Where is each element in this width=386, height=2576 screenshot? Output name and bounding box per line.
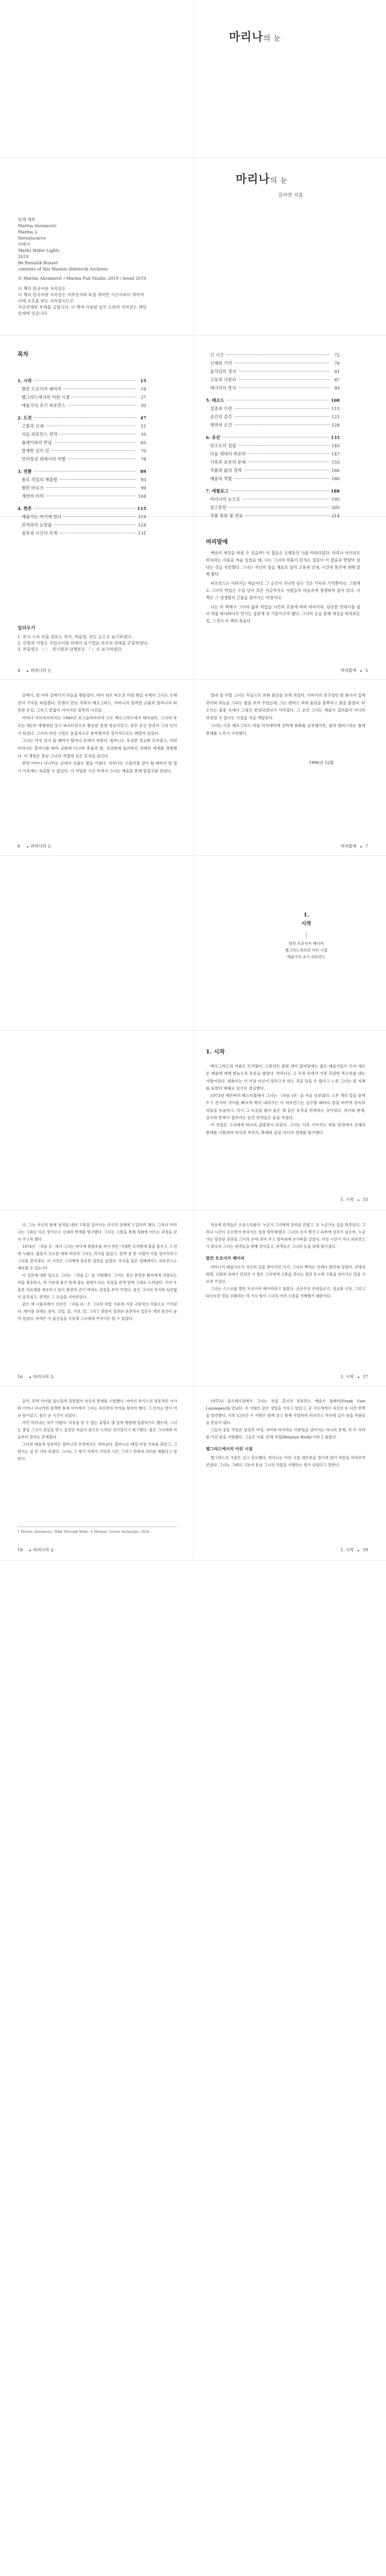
- toc-entry: [206, 442, 340, 450]
- page-footer-left: 6 마리나의 눈: [17, 844, 52, 849]
- toc-leader: [63, 388, 136, 389]
- paragraph: 예술이 세상을 바꿀 수 있을까? 이 물음은 오랫동안 나를 따라다녔다. 마리나 아브라모비치라는 이름을 처음 들었을 때, 나는 그녀의 작품이 던지는 질문이 이 물음과 맞닿아 있다는 것을 직감했다. 그녀는 자신의 몸을 재료로 삼아 고통과 인내, 시간과 현존에 대해 말해 왔다.: [206, 551, 360, 577]
- toc-page-number: 78: [141, 456, 146, 462]
- spread-preface: [0, 517, 386, 679]
- author-name: 김아연 지음: [278, 193, 303, 198]
- chapter-heading: 1. 시작: [206, 1048, 225, 1055]
- page-footer-left: 4 마리나의 눈: [17, 668, 52, 673]
- copyright-line: © Marina Abramović / Marina Pub Studio, 2019 / Seoul 2019: [18, 276, 146, 281]
- toc-entry: [206, 495, 340, 503]
- toc-entry: [17, 401, 146, 410]
- toc-entry: [206, 474, 340, 483]
- toc-entry-title: 집중과 수련: [210, 406, 232, 411]
- paragraph: 다. 그는 자신의 몸에 상처를 내며 고통을 넘어서는 의식의 상태에 도달하려 했다. 그러나 마리나는 그와는 다른 방식으로 신체의 한계를 탐구했다. 그녀는 고통을 통해 정화에 이르는 과정을 보여 주고자 했다.: [17, 1223, 177, 1242]
- toc-entry: [206, 376, 340, 384]
- toc-entry-title: 5. 메소드: [206, 398, 224, 403]
- toc-page-number: 47: [140, 415, 146, 420]
- page-divider: [0, 1560, 386, 1561]
- toc-label: 목차: [17, 351, 29, 358]
- toc-entry: [206, 503, 340, 512]
- toc-entry: [17, 430, 146, 438]
- toc-entry-title: 다음 세대의 퍼포머: [210, 451, 246, 456]
- toc-page-number: 124: [138, 522, 146, 528]
- preface-heading: 머리말에: [206, 538, 228, 545]
- paragraph: 퍼포먼스는 사라지는 예술이다. 그 순간이 지나면 남는 것은 기록과 기억뿐이다. 그럼에도 그녀의 작업은 수십 년이 흐른 지금까지도 사람들의 마음속에 생생하게 살아 있다. 이 책은 그 생생함의 근원을 찾아가는 여정이다.: [206, 581, 360, 600]
- spread-title-page: [0, 158, 386, 335]
- toc-entry-title: 기록과 보존의 문제: [210, 460, 246, 465]
- notice-line: 이 책의 한국어판 저작권은 저작권자와 독점 계약한 지은이와의 계약에 의해 보호를 받는 저작물이므로: [18, 293, 144, 303]
- toc-page-number: 188: [330, 488, 340, 494]
- toc-entry: [17, 447, 146, 455]
- toc-page-number: 133: [330, 435, 340, 440]
- footnote: 1 Marina Abramović, Walk Through Walls: A Memoir, Crown Archetype, 2016.: [17, 1527, 177, 1534]
- toc-entry: [17, 492, 146, 500]
- colophon-line: Marks Wider Lights: [18, 248, 60, 253]
- toc-leader: [238, 379, 329, 380]
- colophon-line: 원제 제목: [18, 217, 36, 222]
- toc-right-list: [206, 351, 340, 520]
- toc-leader: [238, 387, 329, 388]
- paragraph: 그들의 공동 작업은 남성과 여성, 자아와 타자라는 이분법을 넘어서는 하나의 존재, 즉 두 머리를 가진 몸을 지향했다. 그들은 이를 '관계 작업(Relation Work)'이라고 불렀다.: [206, 1428, 365, 1439]
- toc-entry: [206, 384, 340, 392]
- paragraph: 그녀는 스스로를 발칸 트로이카 베이비라고 불렀다. 공산주의 이데올로기, 정교회 신앙, 그리고 파르티잔 영웅 신화라는 세 가지 힘이 그녀의 어린 시절을 지배했기 때문이다.: [206, 1286, 365, 1298]
- part-contents: [268, 933, 345, 960]
- toc-entry-title: 에너지의 방식: [210, 385, 236, 391]
- page-footer-right: 1. 시작 17: [340, 1375, 368, 1379]
- toc-entry-title: 벨그라드에서의 어린 시절: [22, 395, 70, 400]
- notice-line: 무단전재와 복제를 금합니다. 이 책에 사용된 일부 도판의 저작권은 해당 단체에 있습니다.: [18, 305, 147, 316]
- paragraph: 1975년 암스테르담에서 그녀는 독일 출신의 퍼포먼스 예술가 울레이(Frank Uwe Laysiepen)를 만났다. 두 사람은 같은 생일을 가지고 있었고, 곧 서로에게서 자신의 또 다른 반쪽을 발견했다. 이후 12년간 두 사람은 함께 살고 함께 작업하며 퍼포먼스 역사에 길이 남을 작품들을 만들어 냈다.: [206, 1399, 365, 1425]
- spread-half-title: [0, 0, 386, 157]
- toc-page-number: 87: [334, 377, 340, 382]
- notes-block: [17, 625, 172, 653]
- toc-entry: [206, 450, 340, 458]
- toc-leader: [234, 416, 329, 417]
- toc-page-number: 131: [138, 531, 146, 536]
- title-page-title: 마리나의 눈: [236, 173, 288, 186]
- note-line: 1. 본서 수록 작품 정보는 작가, 작품명, 연도 순으로 표기하였다.: [17, 635, 133, 639]
- paragraph: 1974년 〈리듬 5〉에서 그녀는 바닥에 휘발유를 부어 만든 거대한 오각별에 불을 붙이고 그 안에 누웠다. 불꽃이 산소를 태워 버리자 그녀는 의식을 잃었고, 관객 중 한 사람이 이를 알아차리고 그녀를 끌어냈다. 이 사건은 그녀에게 중요한 질문을 남겼다. 의식을 잃은 상태에서도 퍼포먼스는 계속될 수 있는가?: [17, 1244, 177, 1270]
- toc-page-number: 104: [138, 494, 146, 499]
- spread-preface-continued: [0, 680, 386, 855]
- text-left: [17, 1398, 177, 1463]
- toc-page-number: 119: [138, 514, 146, 519]
- toc-entry-title: 솔로 작업의 재출발: [22, 477, 58, 482]
- toc-entry-title: 고독과 나란히: [210, 377, 236, 382]
- toc-entry-title: 2. 도전: [17, 415, 32, 420]
- toc-entry-title: 7. 에필로그: [206, 488, 229, 494]
- toc-entry-title: 예술가의 초기 퍼포먼스: [22, 403, 66, 408]
- colophon-line: 2019: [18, 255, 29, 259]
- toc-page-number: 147: [331, 451, 340, 456]
- toc-page-number: 121: [331, 414, 340, 419]
- toc-entry: [17, 476, 146, 484]
- colophon-line: Be Rematik Buxaet: [18, 261, 58, 265]
- toc-entry-title: 관객과의 눈맞춤: [22, 522, 52, 528]
- toc-entry-title: 예술가는 여기에 있다: [22, 514, 62, 519]
- text-right: [206, 692, 365, 737]
- page-footer-left: 18 마리나의 눈: [17, 1548, 55, 1552]
- toc-page-number: 35: [141, 403, 146, 408]
- toc-chapter-entry: [206, 433, 340, 442]
- note-line: 3. 작품명은 〈 〉, 전시명과 단행본은 『 』로 표기하였다.: [17, 647, 123, 652]
- toc-leader: [234, 478, 329, 479]
- toc-entry: [206, 367, 340, 376]
- toc-page-number: 19: [141, 386, 146, 392]
- toc-entry: [206, 413, 340, 421]
- toc-entry-title: 함께한 십이 년: [22, 448, 49, 453]
- toc-entry: [206, 458, 340, 466]
- toc-leader: [59, 479, 136, 480]
- toc-entry-title: 울레이와의 만남: [22, 440, 52, 445]
- spread-toc: [0, 335, 386, 536]
- part-name: 시작: [301, 921, 311, 927]
- page-footer-right: 머리말에 7: [340, 844, 368, 849]
- colophon-line: 의해서: [18, 242, 30, 247]
- spread-chapter-opening: [0, 1031, 386, 1210]
- part-item: 예술가의 초기 퍼포먼스: [287, 955, 326, 959]
- toc-entry: [17, 422, 146, 430]
- part-number: 1.: [303, 912, 309, 918]
- section-subheading: 발칸 트로이카 베이비: [206, 1256, 245, 1261]
- toc-leader: [226, 354, 329, 355]
- paragraph: 벨그라드의 겨울은 길고 혹독했다. 마리나는 어린 시절 대부분을 창가에 앉아 바깥을 바라보며 보냈다. 그녀는 그때의 고독이 훗날 그녀의 작업을 지탱하는 힘이 되었다고 말한다.: [206, 1455, 365, 1467]
- toc-entry-title: 마리나의 눈으로: [210, 497, 240, 502]
- toc-page-number: 180: [331, 476, 340, 481]
- toc-page-number: 27: [141, 395, 146, 400]
- toc-leader: [248, 453, 329, 454]
- toc-entry-title: 3. 전환: [17, 469, 32, 474]
- toc-page-number: 76: [334, 361, 340, 366]
- toc-entry-title: 4. 현존: [17, 506, 32, 511]
- spread-part-opener: [0, 856, 386, 1030]
- toc-leader: [54, 442, 136, 443]
- paragraph: 그녀는 이후 베오그라드 미술 아카데미에 진학해 회화를 공부했지만, 점차 캔버스라는 틀에 한계를 느끼기 시작했다.: [206, 723, 365, 736]
- toc-chapter-entry: [17, 377, 146, 385]
- toc-entry: [17, 393, 146, 401]
- toc-entry-title: 작품과 삶의 경계: [210, 468, 242, 473]
- text-right: [206, 1222, 365, 1300]
- toc-leader: [34, 417, 136, 418]
- toc-entry-title: 긴 시간: [210, 352, 224, 358]
- text-left: [17, 1222, 177, 1323]
- toc-chapter-entry: [17, 467, 146, 476]
- section-subheading: 벨그라드에서의 어린 시절: [206, 1446, 253, 1451]
- note-line: 2. 인명과 지명은 국립국어원 외래어 표기법을 따르되 관례를 존중하였다.: [17, 641, 149, 646]
- page-footer-left: 16 마리나의 눈: [17, 1375, 55, 1379]
- paragraph: 그녀는 여섯 살이 될 때까지 할머니 손에서 자랐다. 할머니는 독실한 정교회 신자였고, 어린 마리나는 할머니를 따라 교회에 다니며 촛불과 향, 성상화에 둘러싸인 의례의 세계를 경험했다. 이 경험은 훗날 그녀의 작업에 깊은 흔적을 남긴다.: [17, 738, 177, 758]
- paragraph: 열네 살 무렵 그녀는 처음으로 유화 물감을 손에 쥐었다. 아버지의 친구였던 한 화가가 집에 찾아와 하늘을 그리는 법을 보여 주었는데, 그는 캔버스 위에 물감을 흩뿌리고 불을 붙였다. 타오르는 불꽃 속에서 그림은 완성되었다가 사라졌다. 그 순간 그녀는 예술이 결과물이 아니라 과정일 수 있다는 사실을 처음 깨달았다.: [206, 693, 365, 721]
- toc-page-number: 205: [331, 505, 340, 510]
- toc-entry-title: 6. 유산: [206, 435, 220, 440]
- paragraph: 반면 어머니 다니카는 군대식 규율로 딸을 키웠다. 마리나는 스물아홉 살이 될 때까지 밤 열 시 이후에는 외출할 수 없었다. 이 억압된 시간 속에서 그녀는 예술을 통해 탈출구를 찾았다.: [17, 761, 177, 774]
- toc-leader: [51, 450, 136, 451]
- toc-entry: [206, 404, 340, 413]
- page-footer-right: 머리말에 5: [340, 668, 368, 673]
- toc-page-number: 195: [331, 497, 340, 502]
- toc-entry-title: 연구소의 설립: [210, 443, 236, 448]
- part-item: 벨그라드에서의 어린 시절: [285, 948, 328, 953]
- toc-chapter-entry: [206, 487, 340, 495]
- toc-page-number: 128: [331, 422, 340, 428]
- toc-entry-title: 움직임의 정지: [210, 369, 236, 374]
- toc-leader: [238, 445, 329, 446]
- toc-page-number: 51: [141, 423, 146, 429]
- toc-entry-title: 참고문헌: [210, 505, 227, 510]
- toc-chapter-entry: [17, 504, 146, 513]
- paragraph: 이 질문에 대한 답으로 그녀는 〈리듬 2〉를 기획했다. 그녀는 정신 분열증 환자에게 처방되는 약을 복용하고, 약 기운에 몸이 통제 불능 상태가 되는 과정을 관객 앞에 그대로 드러냈다. 이어 우울증 치료제를 복용하고 몸이 완전히 굳어 버리는 과정을 보여 주었다. 몸은 그녀의 의지와 상관없이 움직였고, 관객은 그 모습을 지켜보았다.: [17, 1273, 177, 1299]
- toc-entry-title: 발칸 바로크: [22, 485, 44, 490]
- toc-entry-title: 침묵과 시간의 무게: [22, 531, 58, 536]
- spread-chapter-text-b: [0, 1386, 386, 1560]
- toc-page-number: 214: [331, 513, 340, 518]
- toc-page-number: 99: [141, 485, 146, 490]
- paragraph: 마리나 아브라모비치는 1946년 유고슬라비아의 수도 베오그라드에서 태어났다. 그녀의 부모는 제2차 세계대전 당시 파르티잔으로 활동한 전쟁 영웅이었고, 전후 공산 정권의 고위 인사가 되었다. 그녀의 어린 시절은 물질적으로 풍족했지만 정서적으로는 메말라 있었다.: [17, 716, 177, 736]
- toc-page-number: 93: [141, 477, 146, 482]
- toc-entry-title: 작품 목록 및 연보: [210, 513, 243, 518]
- toc-leader: [34, 380, 136, 381]
- toc-entry-title: 신체와 기억: [210, 361, 232, 366]
- toc-page-number: 70: [141, 448, 146, 453]
- paragraph: 마리나가 예술가로서 자신의 길을 찾아가던 시기, 그녀의 뿌리는 언제나 발칸에 있었다. 전쟁과 혁명, 신화와 의례가 뒤엉킨 이 땅은 그녀에게 고통을 견디는 법과 동시에 고통을 넘어서는 법을 가르쳐 주었다.: [206, 1265, 365, 1284]
- chapter-body: [206, 1063, 365, 1137]
- toc-entry-title: 예술의 역할: [210, 476, 232, 481]
- toc-entry: [17, 484, 146, 492]
- paragraph: 처음에 관객들은 조심스러웠다. 누군가 그녀에게 장미를 건넸고, 또 누군가는 입을 맞추었다. 그러나 시간이 흐르면서 분위기는 점점 험악해졌다. 그녀의 옷이 찢기고 피부에 상처가 났으며, 누군가는 장전된 권총을 그녀의 손에 쥐여 주고 방아쇠에 손가락을 걸었다. 여섯 시간이 지나 퍼포먼스가 끝나자 그녀는 관객들을 향해 걸어갔고, 관객들은 그녀의 눈을 피해 흩어졌다.: [206, 1223, 365, 1249]
- paragraph: 갈매기, 한 마리 갈매기가 하늘을 맴돌았다. 바다 위로 떠오른 아침 햇살 속에서 그녀는 오래전의 기억을 떠올렸다. 전쟁이 끝난 직후의 베오그라드, 어머니의 엄격한 규율과 할머니의 따뜻한 손길, 그리고 끝없이 이어지던 침묵의 시간들.: [17, 693, 177, 713]
- paragraph: 나는 이 책에서 그녀의 삶과 작업을 시간의 흐름에 따라 따라가되, 단순한 연대기를 넘어 작품 하나하나가 던지는 질문에 귀 기울이고자 했다. 그녀의 눈을 통해 세상을 바라보는 일, 그것이 이 책의 목표다.: [206, 604, 360, 624]
- toc-entry-title: 리듬 퍼포먼스 연작: [22, 432, 58, 437]
- toc-entry: [206, 359, 340, 367]
- colophon-line: Seroutsource: [18, 236, 46, 241]
- toc-entry: [206, 466, 340, 474]
- toc-chapter-entry: [206, 396, 340, 404]
- toc-entry-title: 고통과 신체: [22, 423, 44, 429]
- toc-leader: [34, 508, 135, 509]
- preface-body: [206, 550, 360, 625]
- colophon-line: Marina Abramović: [18, 224, 57, 228]
- colophon-line: contents of this Waston Ablensvik Archives: [18, 267, 108, 272]
- toc-page-number: 93: [334, 385, 340, 391]
- toc-leader: [231, 490, 329, 491]
- paragraph: 베오그라드의 여름은 뜨거웠다. 스튜던트 문화 센터 앞마당에는 젊은 예술가들이 모여 새로운 예술에 대해 밤늦도록 토론을 벌였다. 마리나는 그 무리 속에서 가장 과감한 목소리를 내는 사람이었다. 회화로는 더 이상 자신이 말하고자 하는 것을 담을 수 없다고 느낀 그녀는 몸 자체를 표현의 매체로 삼기로 결심했다.: [206, 1064, 365, 1091]
- part-title: [286, 912, 327, 927]
- colophon-line: Marina 눈: [18, 230, 39, 234]
- toc-page-number: 81: [334, 369, 340, 374]
- preface-signature: 1996년 12월: [309, 760, 334, 765]
- toc-page-number: 72: [334, 352, 340, 358]
- paragraph: 그녀의 예술적 상상력은 할머니의 부엌에서도 자라났다. 할머니는 매일 아침 커피를 볶았고, 그 향기는 집 안 가득 퍼졌다. 그녀는 그 향기 속에서 기억과 시간, 그리고 반복의 의미를 배웠다고 말한다.: [17, 1442, 177, 1461]
- toc-entry: [17, 455, 146, 463]
- page-footer-right: 1. 시작 19: [340, 1548, 368, 1552]
- spread-chapter-text-a: [0, 1210, 386, 1386]
- toc-leader: [245, 515, 329, 516]
- paragraph: 어린 마리나는 자주 아팠다. 이유를 알 수 없는 출혈로 몇 달씩 병원에 입원하기도 했는데, 그녀는 훗날 그것이 관심을 받고 싶었던 마음이 몸으로 드러난 것이었다고 회고했다. 몸은 그녀에게 처음부터 말하는 존재였다.: [17, 1420, 177, 1439]
- book-title: 마리나의 눈: [229, 30, 282, 44]
- toc-page-number: 62: [141, 440, 146, 445]
- toc-page-number: 55: [141, 432, 146, 437]
- toc-entry-title: 1. 시작: [17, 378, 32, 383]
- paragraph: 같은 해 나폴리에서 선보인 〈리듬 0〉은 그녀의 작업 가운데 가장 극단적인 작품으로 기억된다. 테이블 위에는 장미, 깃털, 꿀, 가위, 칼, 그리고 총알이 장전된 권총까지 일흔두 개의 물건이 놓여 있었다. 관객은 이 물건들을 사용해 그녀에게 무엇이든 할 수 있었다.: [17, 1302, 177, 1321]
- toc-leader: [234, 408, 329, 409]
- toc-page-number: 155: [331, 460, 340, 465]
- paragraph: 이 작업은 그녀에게 하나의 출발점이 되었다. 그녀는 이후 이어지는 리듬 연작에서 신체의 한계를 시험하며 의식과 무의식, 통제와 상실 사이의 경계를 탐구했다.: [206, 1123, 365, 1135]
- toc-page-number: 89: [140, 469, 146, 474]
- toc-chapter-entry: [17, 414, 146, 422]
- toc-entry-title: 재연의 조건: [210, 422, 232, 428]
- paragraph: 음악, 문학 사이를 넘나들며 끊임없이 자신의 한계를 시험했다. 아버지 보이스의 영웅적인 서사와 어머니 다니카의 엄격한 통제 사이에서 그녀는 자신만의 언어를 찾아야 했다. 그 언어는 말이 아닌 몸이었고, 몸은 곧 시간이 되었다.: [17, 1399, 177, 1418]
- toc-entry-title: 만리장성 위에서의 이별: [22, 456, 66, 462]
- notice-heading: 이 책의 한국어판 저작권은: [18, 286, 66, 291]
- toc-entry-title: 공간의 감각: [210, 414, 232, 419]
- toc-page-number: 108: [330, 398, 340, 403]
- toc-entry: [206, 421, 340, 429]
- toc-page-number: 115: [331, 406, 340, 411]
- page-footer-right: 1. 시작 15: [340, 1197, 368, 1202]
- toc-entry: [17, 438, 146, 447]
- toc-page-number: 140: [331, 443, 340, 448]
- colophon-block: [18, 217, 147, 317]
- toc-page-number: 115: [137, 506, 146, 511]
- paragraph: 1973년 에든버러 페스티벌에서 그녀는 〈리듬 10〉을 처음 선보였다. 스무 개의 칼을 앞에 두고 손가락 사이를 빠르게 찍어 내려가는 이 퍼포먼스는 실수할 때마다 칼을 바꾸며 상처의 리듬을 녹음하고, 다시 그 녹음을 틀어 놓은 채 같은 동작을 반복하는 것이었다. 과거와 현재, 실수와 반복이 겹쳐지는 순간 관객들은 숨을 죽였다.: [206, 1093, 365, 1121]
- toc-page-number: 15: [140, 378, 146, 383]
- notes-heading: 일러두기: [17, 626, 36, 631]
- toc-entry: [206, 351, 340, 359]
- toc-entry: [17, 385, 146, 393]
- part-item: 발칸 트로이카 베이비: [288, 941, 324, 946]
- toc-page-number: 166: [331, 468, 340, 473]
- toc-leader: [46, 487, 136, 488]
- text-left: [17, 692, 177, 775]
- toc-left-list: [17, 377, 146, 537]
- text-right: [206, 1398, 365, 1469]
- toc-entry-title: 재연의 의미: [22, 494, 44, 499]
- toc-entry-title: 발칸 트로이카 베이비: [22, 386, 62, 392]
